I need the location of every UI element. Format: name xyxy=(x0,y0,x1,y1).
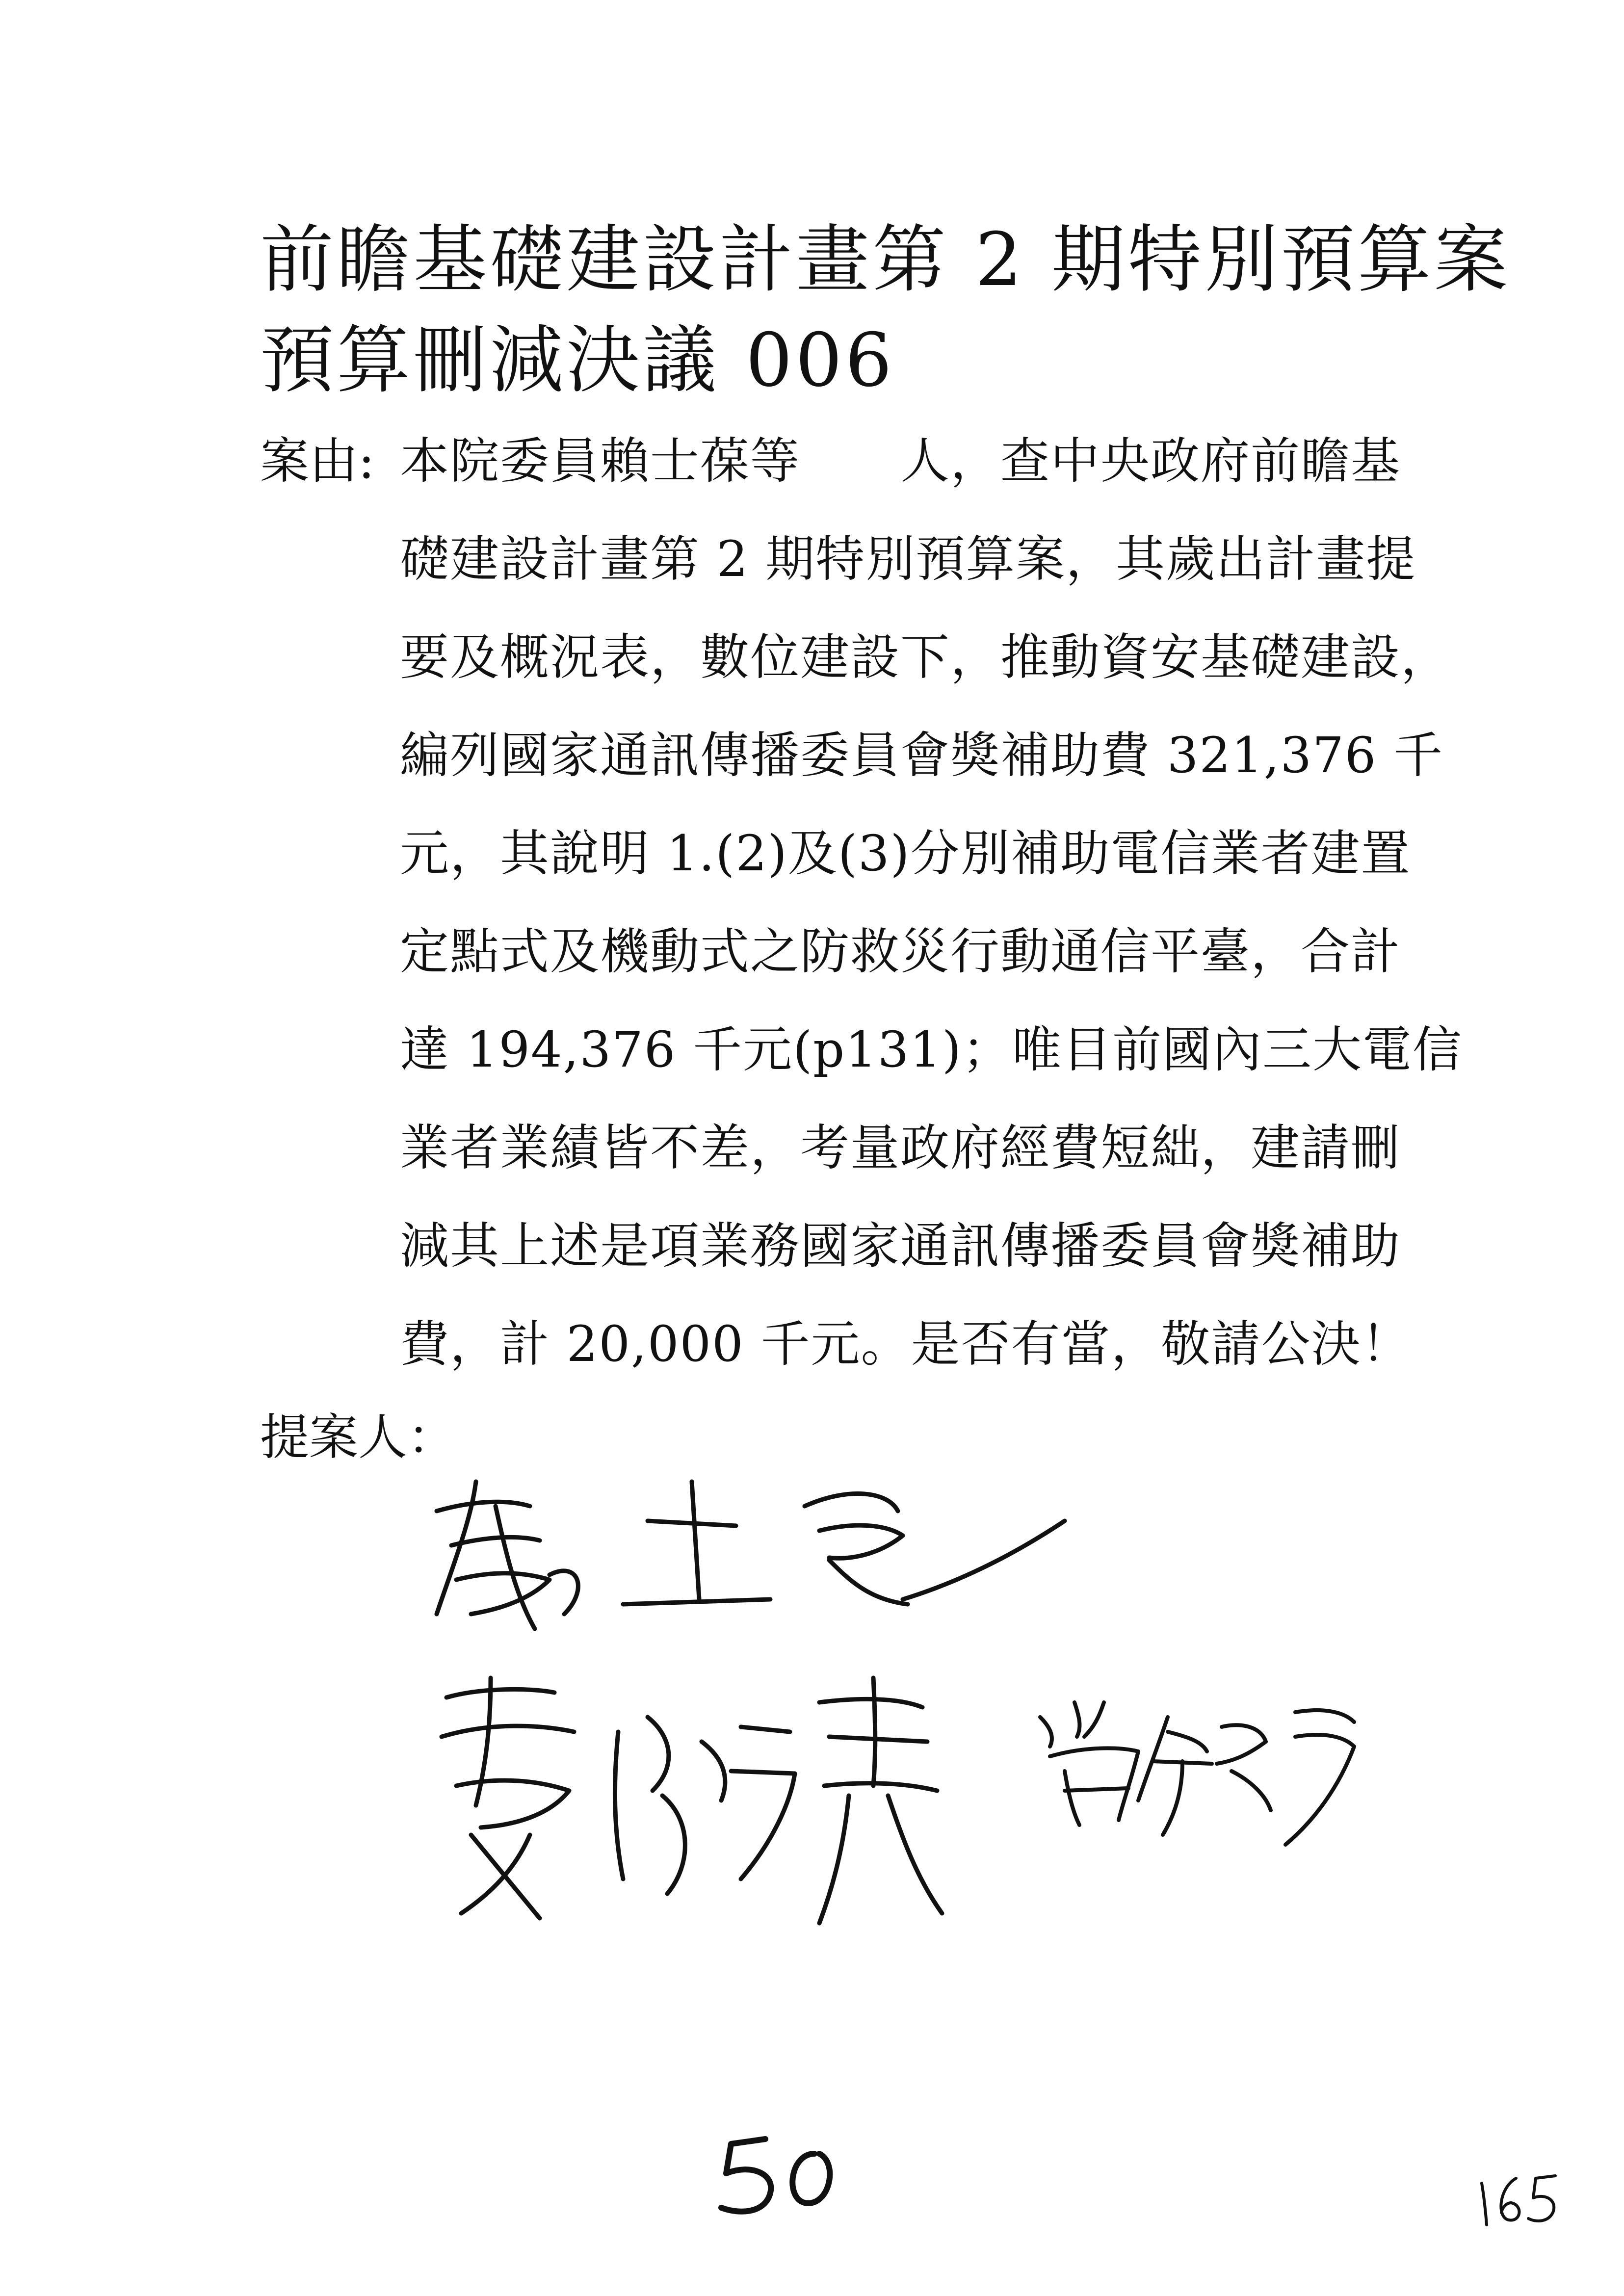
reason-label: 案由: xyxy=(260,432,375,490)
signature-3 xyxy=(1021,1673,1374,1859)
proposer-label: 提案人： xyxy=(260,1409,456,1466)
reason-line-5: 元，其說明 1.(2)及(3)分別補助電信業者建置 xyxy=(400,825,1411,882)
handwritten-page-number xyxy=(711,2124,844,2222)
reason-line-1: 本院委員賴士葆等 人，查中央政府前瞻基 xyxy=(400,432,1401,490)
reason-line-2: 礎建設計畫第 2 期特別預算案，其歲出計畫提 xyxy=(400,530,1416,588)
handwritten-corner-number xyxy=(1472,2164,1565,2232)
reason-line-8: 業者業績皆不差，考量政府經費短絀，建請刪 xyxy=(400,1119,1401,1176)
reason-line-4: 編列國家通訊傳播委員會獎補助費 321,376 千 xyxy=(400,727,1444,784)
document-title-line-1: 前瞻基礎建設計畫第 2 期特別預算案 xyxy=(260,217,1511,303)
signature-1 xyxy=(417,1452,1079,1658)
reason-line-6: 定點式及機動式之防救災行動通信平臺，合計 xyxy=(400,923,1401,980)
signature-2 xyxy=(417,1658,981,1933)
reason-line-9: 減其上述是項業務國家通訊傳播委員會獎補助 xyxy=(400,1217,1401,1275)
reason-line-3: 要及概況表，數位建設下，推動資安基礎建設， xyxy=(400,628,1451,686)
reason-line-10: 費，計 20,000 千元。是否有當，敬請公決！ xyxy=(400,1315,1412,1373)
reason-line-7: 達 194,376 千元(p131)；唯目前國內三大電信 xyxy=(400,1021,1463,1078)
document-title-line-2: 預算刪減決議 006 xyxy=(260,318,895,403)
